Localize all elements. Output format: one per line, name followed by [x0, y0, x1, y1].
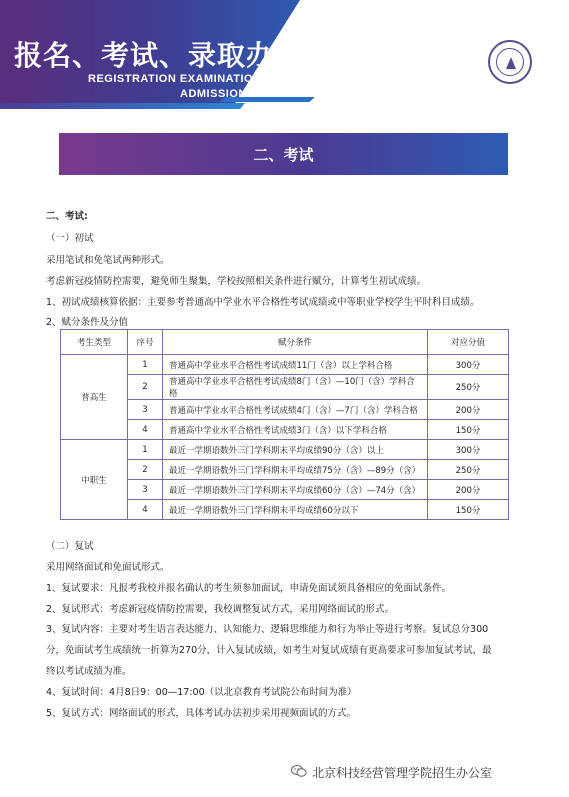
table-row — [61, 460, 509, 480]
table-row — [61, 500, 509, 520]
exam-heading: 二、考试: — [46, 211, 88, 222]
table-header-cell: 对应分值 — [428, 330, 509, 355]
paragraph: 3、复试内容：主要对考生语言表达能力、认知能力、逻辑思维能力和行为举止等进行考察。复试总分300 — [46, 624, 489, 635]
student-type-cell: 普高生 — [61, 355, 128, 440]
banner-subtitle-line2: ADMISSION — [180, 88, 247, 100]
row-number-cell: 3 — [128, 400, 163, 420]
paragraph: 1、复试要求：凡报考我校并报名确认的考生须参加面试，申请免面试须具备相应的免面试条件。 — [46, 583, 452, 594]
paragraph: 1、初试成绩核算依据：主要参考普通高中学业水平合格性考试成绩或中等职业学校学生平时科目成绩。 — [46, 297, 480, 308]
section-header-title: 二、考试 — [253, 145, 314, 164]
condition-cell: 普通高中学业水平合格性考试成绩8门（含）—10门（含）学科合格 — [163, 375, 428, 400]
paragraph: 5、复试方式：网络面试的形式，具体考试办法初步采用视频面试的方式。 — [46, 708, 357, 719]
row-number-cell: 4 — [128, 420, 163, 440]
paragraph: 采用网络面试和免面试形式。 — [46, 562, 170, 573]
table-header-row — [61, 330, 509, 355]
condition-cell: 最近一学期语数外三门学科期末平均成绩90分（含）以上 — [163, 440, 428, 460]
table-row — [61, 375, 509, 400]
paragraph: 4、复试时间：4月8日9：00—17:00（以北京教育考试院公布时间为准） — [46, 687, 357, 698]
footer-source: 北京科技经营管理学院招生办公室 — [312, 766, 493, 780]
table-row — [61, 355, 509, 375]
condition-cell: 普通高中学业水平合格性考试成绩3门（含）以下学科合格 — [163, 420, 428, 440]
paragraph: 2、复试形式：考虑新冠疫情防控需要，我校调整复试方式，采用网络面试的形式。 — [46, 604, 395, 615]
student-type-cell: 中职生 — [61, 440, 128, 520]
banner-accent-strip — [0, 103, 245, 109]
score-cell: 300分 — [428, 440, 509, 460]
condition-cell: 普通高中学业水平合格性考试成绩11门（含）以上学科合格 — [163, 355, 428, 375]
paragraph: 采用笔试和免笔试两种形式。 — [46, 255, 170, 266]
condition-cell: 最近一学期语数外三门学科期末平均成绩60分以下 — [163, 500, 428, 520]
score-table — [60, 329, 509, 520]
paragraph: 分，免面试考生成绩统一折算为270分，计入复试成绩，如考生对复试成绩有更高要求可参加复试考试，最 — [46, 645, 492, 656]
table-row — [61, 480, 509, 500]
school-logo — [488, 40, 532, 84]
table-row — [61, 420, 509, 440]
paragraph: 考虑新冠疫情防控需要，避免师生聚集，学校按照相关条件进行赋分，计算考生初试成绩。 — [46, 276, 427, 287]
paragraph: 2、赋分条件及分值 — [46, 317, 129, 328]
score-cell: 200分 — [428, 400, 509, 420]
row-number-cell: 3 — [128, 480, 163, 500]
banner-subtitle-line1: REGISTRATION EXAMINATION — [88, 73, 262, 85]
table-row — [61, 440, 509, 460]
wechat-icon — [291, 764, 307, 778]
banner-title: 报名、考试、录取办法 — [14, 39, 305, 72]
row-number-cell: 2 — [128, 375, 163, 400]
row-number-cell: 1 — [128, 440, 163, 460]
score-cell: 300分 — [428, 355, 509, 375]
score-cell: 150分 — [428, 420, 509, 440]
row-number-cell: 4 — [128, 500, 163, 520]
table-header-cell: 序号 — [128, 330, 163, 355]
table-row — [61, 400, 509, 420]
header-banner — [0, 0, 569, 112]
condition-cell: 普通高中学业水平合格性考试成绩4门（含）—7门（含）学科合格 — [163, 400, 428, 420]
logo-inner-ring — [496, 48, 524, 76]
row-number-cell: 1 — [128, 355, 163, 375]
score-cell: 200分 — [428, 480, 509, 500]
row-number-cell: 2 — [128, 460, 163, 480]
paragraph: 终以考试成绩为准。 — [46, 666, 132, 677]
table-header-cell: 赋分条件 — [163, 330, 428, 355]
sub-heading-retest: （二）复试 — [46, 541, 94, 552]
table-header-cell: 考生类型 — [61, 330, 128, 355]
sub-heading-preliminary: （一）初试 — [46, 233, 94, 244]
score-cell: 250分 — [428, 460, 509, 480]
condition-cell: 最近一学期语数外三门学科期末平均成绩75分（含）—89分（含） — [163, 460, 428, 480]
logo-mark — [506, 57, 516, 69]
score-cell: 150分 — [428, 500, 509, 520]
condition-cell: 最近一学期语数外三门学科期末平均成绩60分（含）—74分（含） — [163, 480, 428, 500]
section-header-bar — [59, 133, 508, 175]
score-cell: 250分 — [428, 375, 509, 400]
